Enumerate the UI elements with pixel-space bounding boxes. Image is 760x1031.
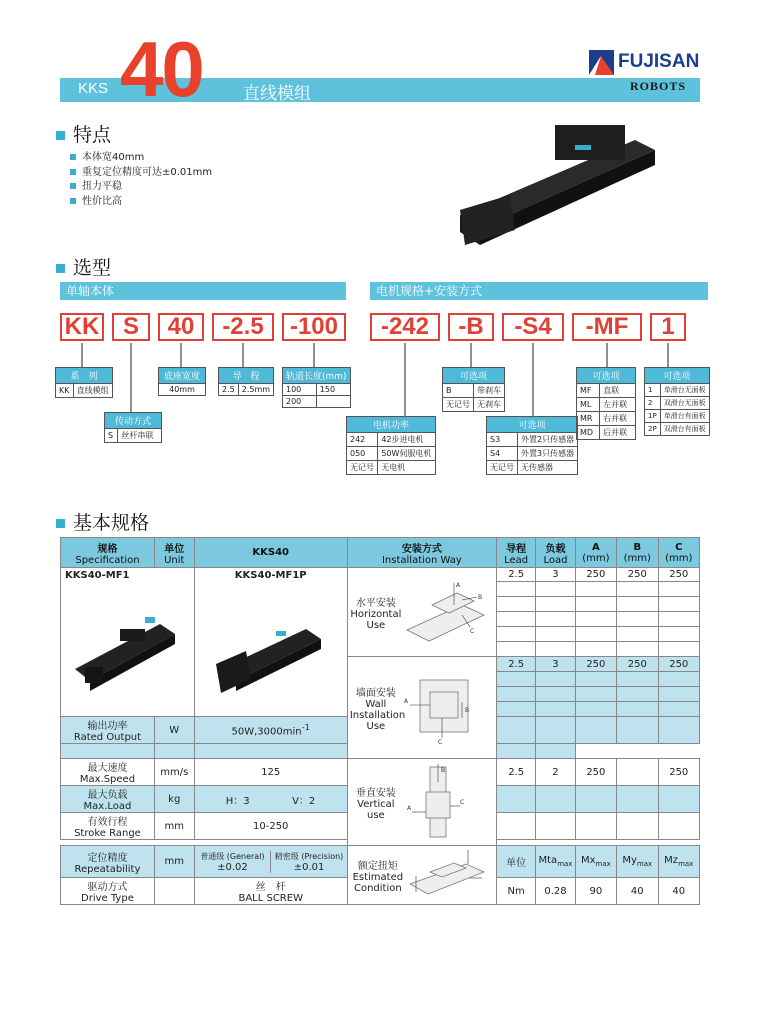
selection-heading: 选型 bbox=[56, 253, 111, 280]
feature-item: 重复定位精度可达±0.01mm bbox=[70, 166, 212, 181]
code-rail: -100 bbox=[282, 313, 346, 341]
model-1-image bbox=[65, 589, 185, 709]
svg-text:C: C bbox=[459, 799, 465, 806]
install-horizontal-cn: 水平安装 bbox=[355, 597, 396, 609]
features-heading: 特点 bbox=[56, 120, 111, 147]
rail-table: 轨道长度(mm) 100 150 200 bbox=[282, 367, 351, 408]
svg-text:B: B bbox=[440, 767, 445, 774]
vertical-install-diagram bbox=[402, 762, 490, 842]
drive-table: 传动方式 S 丝杆串联 bbox=[104, 412, 162, 443]
code-brake: -B bbox=[448, 313, 494, 341]
svg-text:C: C bbox=[469, 627, 475, 635]
svg-text:A: A bbox=[406, 805, 411, 812]
horizontal-install-diagram bbox=[402, 575, 490, 650]
wall-install-diagram bbox=[402, 670, 490, 745]
motor-bar: 电机规格+安装方式 bbox=[370, 282, 708, 300]
install-vertical-en: Vertical use bbox=[357, 798, 395, 821]
torque-en: Estimated Condition bbox=[352, 871, 404, 894]
model-2-image bbox=[206, 589, 336, 709]
drive-type-value: BALL SCREW bbox=[238, 893, 303, 904]
max-load-h: H：3 bbox=[225, 795, 250, 807]
single-axis-bar: 单轴本体 bbox=[60, 282, 346, 300]
code-sensor: -S4 bbox=[502, 313, 564, 341]
brake-table: 可选项 B 带刹车 无记号 无刹车 bbox=[442, 367, 505, 412]
width-table: 底座宽度 40mm bbox=[158, 367, 206, 396]
install-wall-en: Wall Installation Use bbox=[349, 698, 406, 732]
max-load-cn: 最大负载 bbox=[87, 790, 128, 801]
code-lead: -2.5 bbox=[212, 313, 274, 341]
svg-text:B: B bbox=[464, 707, 469, 714]
code-connect: -MF bbox=[572, 313, 642, 341]
model-2-label: KKS40-MF1P bbox=[234, 570, 307, 581]
max-speed-cn: 最大速度 bbox=[87, 763, 128, 774]
brand-sub: ROBOTS bbox=[630, 79, 687, 93]
brand-name: FUJISAN bbox=[618, 51, 700, 72]
repeat-precision: ±0.01 bbox=[293, 861, 325, 873]
model-prefix: KKS bbox=[78, 80, 109, 97]
stroke-value: 10-250 bbox=[194, 813, 347, 840]
series-table: 系 列 KK 直线模组 bbox=[55, 367, 113, 398]
feature-item: 扭力平稳 bbox=[70, 180, 212, 195]
code-width: 40 bbox=[158, 313, 204, 341]
connect-table: 可选项 MF 直联 ML 左并联 MR 右并联 MD 后并联 bbox=[576, 367, 636, 440]
install-wall-cn: 墙面安装 bbox=[355, 687, 396, 699]
spec-table: 规格 Specification 单位 Unit KKS40 安装方式 Installation Way 导程 Lead 负载 Load A (mm) B (mm) C (mm) KKS40-MF1 KKS40-MF1P 水平安装 Horizontal Use A B C 2.5 3 250 250 250 墙面安装 Wall Installation Use A B C 2.5 3 250 250 250 输出功率 Rated Output W $50W,3000\min^{-1}$ 最大速度 Max.Speed mm/s 125 垂直安装 Vertical use B C A 2.5 2 250 250 最大负载 Max.Load kg H：3 V：2 有效行程 Stroke Range mm 10-250 定位精度 Repeatability mm 普通级 (General) ±0.02 精密级 (Precision) ±0.01 额定扭矩 Estimated Condition 单位 Mta$_{max}$ $Mx_{max}$ $My_{max}$ $Mz_{max}$ 驱动方式 Drive Type 丝 杆 BALL SCREW Nm 0.28 90 40 40 bbox=[60, 537, 700, 905]
code-drive: S bbox=[112, 313, 150, 341]
lead-table: 导 程 2.5 2.5mm bbox=[218, 367, 274, 396]
code-plate: 1 bbox=[650, 313, 686, 341]
torque-diagram bbox=[406, 846, 490, 904]
drive-type-cn: 驱动方式 bbox=[87, 882, 128, 893]
install-vertical-cn: 垂直安装 bbox=[355, 787, 396, 799]
install-horizontal-en: Horizontal Use bbox=[350, 608, 402, 631]
code-motor: -242 bbox=[370, 313, 440, 341]
max-speed-value: 125 bbox=[194, 759, 347, 786]
header-title: 直线模组 bbox=[243, 84, 311, 104]
motor-table: 电机功率 242 42步进电机 050 50W伺服电机 无记号 无电机 bbox=[346, 416, 436, 475]
stroke-cn: 有效行程 bbox=[87, 817, 128, 828]
repeatability-cn: 定位精度 bbox=[87, 852, 128, 864]
feature-item: 本体宽40mm bbox=[70, 151, 212, 166]
max-load-v: V：2 bbox=[292, 795, 316, 807]
plate-table: 可选项 1 单滑台无面板 2 双滑台无面板 1P 单滑台有面板 2P 双滑台有面板 bbox=[644, 367, 710, 436]
rated-output-value: 50W,3000min bbox=[231, 726, 302, 738]
feature-item: 性价比高 bbox=[70, 195, 212, 210]
model-number: 40 bbox=[120, 25, 203, 113]
svg-text:A: A bbox=[455, 581, 460, 589]
torque-cn: 额定扭矩 bbox=[357, 860, 398, 872]
model-1-label: KKS40-MF1 bbox=[65, 570, 130, 581]
sensor-table: 可选项 S3 外置2只传感器 S4 外置3只传感器 无记号 无传感器 bbox=[486, 416, 578, 475]
spec-heading: 基本规格 bbox=[56, 508, 149, 535]
repeat-general: ±0.02 bbox=[217, 861, 248, 873]
svg-text:C: C bbox=[437, 739, 443, 745]
code-series: KK bbox=[60, 313, 104, 341]
svg-text:B: B bbox=[477, 593, 482, 601]
rated-output-cn: 输出功率 bbox=[87, 721, 128, 732]
svg-text:A: A bbox=[403, 698, 408, 705]
